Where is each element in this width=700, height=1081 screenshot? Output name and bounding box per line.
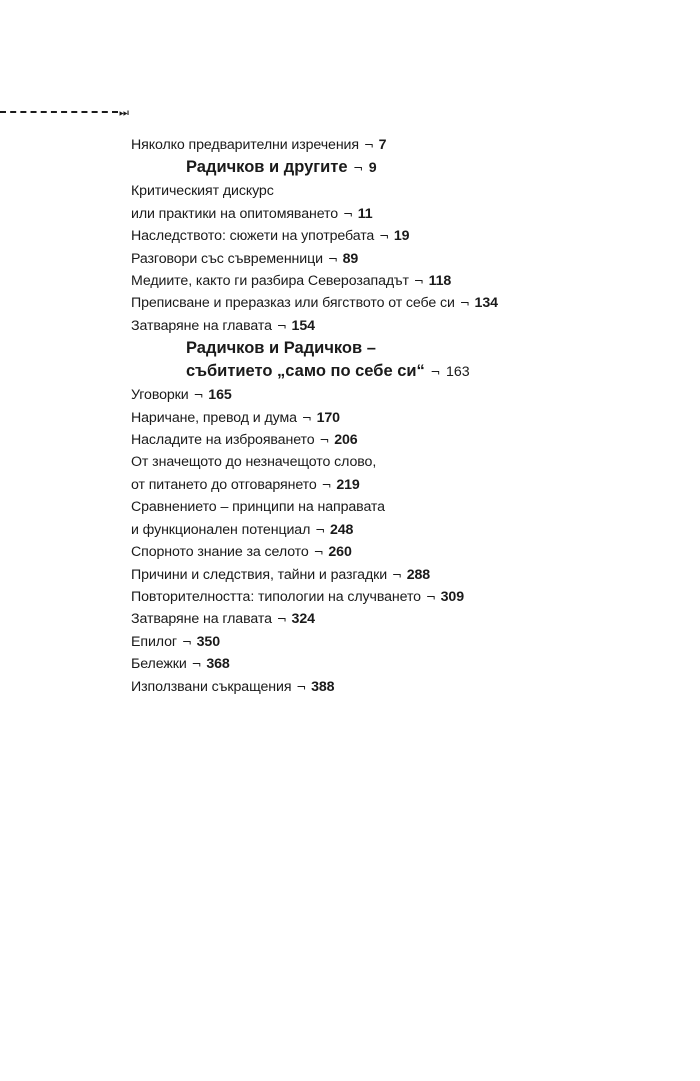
toc-page-number: 89 xyxy=(342,250,359,267)
toc-entry-title: или практики на опитомяването xyxy=(131,205,339,222)
not-sign-separator: ¬ xyxy=(430,365,441,380)
toc-page-number: 134 xyxy=(474,295,498,312)
toc-entry-title: Критическият дискурс xyxy=(131,183,274,200)
toc-page-number: 368 xyxy=(206,656,230,673)
toc-entry xyxy=(131,608,571,630)
toc-entry-title: Бележки xyxy=(131,656,187,673)
toc-entry xyxy=(131,292,571,314)
fast-forward-icon: ⏭ xyxy=(119,105,129,119)
not-sign-separator: ¬ xyxy=(191,657,202,672)
toc-chapter-heading xyxy=(131,360,571,384)
toc-page-number: 9 xyxy=(368,160,377,177)
not-sign-separator: ¬ xyxy=(363,138,374,152)
toc-entry xyxy=(131,180,571,202)
toc-entry xyxy=(131,225,571,247)
toc-entry-title: Използвани съкращения xyxy=(131,678,292,695)
toc-entry-title: Причини и следствия, тайни и разгадки xyxy=(131,566,388,583)
toc-page-number: 118 xyxy=(428,273,452,290)
not-sign-separator: ¬ xyxy=(301,410,312,425)
toc-page-number: 288 xyxy=(406,566,431,583)
toc-entry-title: От значещото до незначещото слово, xyxy=(131,454,377,471)
toc-entry-title: Повторителността: типологии на случването xyxy=(131,588,421,605)
toc-page-number: 7 xyxy=(378,137,387,153)
toc-page-number: 324 xyxy=(291,611,315,628)
toc-entry xyxy=(131,248,571,270)
toc-entry xyxy=(131,496,571,518)
not-sign-separator: ¬ xyxy=(276,318,287,333)
not-sign-separator: ¬ xyxy=(413,274,424,289)
not-sign-separator: ¬ xyxy=(193,388,204,403)
toc-page-number: 165 xyxy=(208,387,232,404)
not-sign-separator: ¬ xyxy=(296,679,307,694)
toc-entry xyxy=(131,564,571,586)
toc-page-number: 219 xyxy=(336,476,360,493)
toc-chapter-heading xyxy=(131,337,571,360)
toc-entry-title: от питането до отговарянето xyxy=(131,476,317,493)
toc-entry-title: събитието „само по себе си“ xyxy=(186,362,425,381)
not-sign-separator: ¬ xyxy=(319,433,330,448)
not-sign-separator: ¬ xyxy=(459,296,470,311)
toc-entry-title: Медиите, както ги разбира Северозападът xyxy=(131,273,409,290)
toc-entry-title: Сравнението – принципи на направата xyxy=(131,499,385,516)
toc-page-number: 248 xyxy=(329,521,354,538)
toc-page-number: 388 xyxy=(311,678,335,695)
toc-entry-title: Наричане, превод и дума xyxy=(131,409,297,426)
toc-chapter-heading xyxy=(131,156,571,180)
not-sign-separator: ¬ xyxy=(315,522,326,537)
toc-page-number: 11 xyxy=(357,205,373,222)
not-sign-separator: ¬ xyxy=(391,567,402,582)
not-sign-separator: ¬ xyxy=(342,206,353,221)
toc-entry xyxy=(131,315,571,337)
toc-page-number: 163 xyxy=(446,364,470,381)
toc-entry xyxy=(131,134,571,156)
toc-entry-title: Преписване и преразказ или бягството от себе си xyxy=(131,295,455,312)
toc-entry xyxy=(131,653,571,675)
toc-entry-title: Радичков и Радичков – xyxy=(186,339,376,358)
toc-entry-title: Наследството: сюжети на употребата xyxy=(131,228,375,245)
toc-entry xyxy=(131,474,571,496)
toc-entry xyxy=(131,676,571,698)
toc-entry xyxy=(131,541,571,563)
toc-entry-title: Затваряне на главата xyxy=(131,317,272,334)
toc-entry-title: Разговори със съвременници xyxy=(131,250,323,267)
toc-page-number: 170 xyxy=(316,409,340,426)
section-marker xyxy=(0,104,129,120)
not-sign-separator: ¬ xyxy=(313,545,324,560)
toc-entry xyxy=(131,631,571,653)
toc-entry xyxy=(131,270,571,292)
not-sign-separator: ¬ xyxy=(353,161,364,176)
toc-entry xyxy=(131,203,571,225)
toc-page-number: 309 xyxy=(440,588,465,605)
toc-entry xyxy=(131,586,571,608)
not-sign-separator: ¬ xyxy=(379,229,390,244)
toc-page-number: 350 xyxy=(196,633,221,650)
toc-page-number: 154 xyxy=(291,317,315,334)
dashed-rule xyxy=(0,111,118,113)
toc-entry-title: и функционален потенциал xyxy=(131,521,311,538)
not-sign-separator: ¬ xyxy=(327,251,338,266)
not-sign-separator: ¬ xyxy=(276,612,287,627)
toc-entry xyxy=(131,384,571,406)
not-sign-separator: ¬ xyxy=(321,477,332,492)
toc-entry-title: Епилог xyxy=(131,633,177,650)
toc-entry-title: Спорното знание за селото xyxy=(131,544,309,561)
toc-page-number: 19 xyxy=(393,228,410,245)
not-sign-separator: ¬ xyxy=(181,634,192,649)
toc-entry-title: Уговорки xyxy=(131,387,189,404)
toc-entry-title: Затваряне на главата xyxy=(131,611,272,628)
not-sign-separator: ¬ xyxy=(425,589,436,604)
toc-entry xyxy=(131,429,571,451)
toc-entry-title: Насладите на изброяването xyxy=(131,432,315,449)
toc-page-number: 260 xyxy=(328,544,352,561)
toc-entry xyxy=(131,451,571,473)
toc-entry xyxy=(131,407,571,429)
toc-page-number: 206 xyxy=(334,432,358,449)
toc-entry-title: Радичков и другите xyxy=(186,158,348,177)
toc-entry xyxy=(131,519,571,541)
toc-entry-title: Няколко предварителни изречения xyxy=(131,137,359,153)
table-of-contents xyxy=(131,134,571,698)
